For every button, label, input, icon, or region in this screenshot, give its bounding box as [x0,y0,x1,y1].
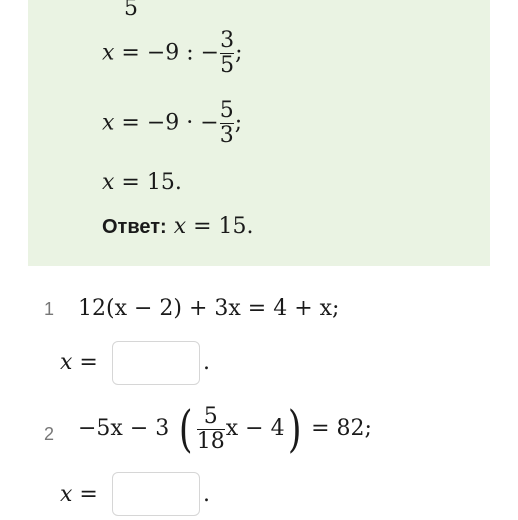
paren-open: ( [179,400,193,458]
equals-sign: = [79,350,98,375]
fraction-numerator: 3 [220,28,235,53]
cut-fraction-denominator: 5 [124,0,138,21]
answer-input-2[interactable] [112,472,200,516]
semicolon: ; [235,40,243,66]
expr: = 15. [121,170,182,195]
fraction [220,30,234,77]
expr: = −9 : − [121,40,220,66]
solution-line-1 [102,30,243,77]
expr-inner: x − 4 [225,416,285,441]
question-1-equation: 12(x − 2) + 3x = 4 + x; [78,296,340,321]
var-x: x [102,170,115,195]
answer-value: = 15. [193,214,254,239]
solution-line-2 [102,100,242,147]
fraction-numerator: 5 [203,403,218,429]
var-x: x [102,110,115,136]
solution-answer [102,214,254,239]
fraction-denominator: 18 [196,428,225,454]
fraction-denominator: 5 [220,53,235,78]
expr-left: −5x − 3 [78,416,170,441]
fraction-numerator: 5 [219,98,234,123]
equals-sign: = [79,482,98,507]
paren-close: ) [287,400,302,458]
fraction-denominator: 3 [219,123,234,148]
question-number: 2 [44,424,55,444]
var-x: x [60,350,73,375]
solution-line-3 [102,170,182,195]
fraction [196,403,225,454]
answer-input-1[interactable] [112,341,200,385]
answer-prefix [60,482,98,507]
answer-suffix: . [203,350,210,375]
semicolon: ; [234,110,243,136]
var-x: x [102,40,115,66]
fraction [220,100,234,147]
expr-right: = 82; [311,416,372,441]
solution-panel [28,0,490,266]
answer-prefix [60,350,98,375]
question-number: 1 [44,299,55,319]
question-2-equation [78,400,372,458]
answer-suffix: . [203,482,210,507]
var-x: x [60,482,73,507]
var-x: x [173,214,187,239]
answer-label: Ответ: [102,216,167,238]
expr: = −9 · − [121,110,219,136]
